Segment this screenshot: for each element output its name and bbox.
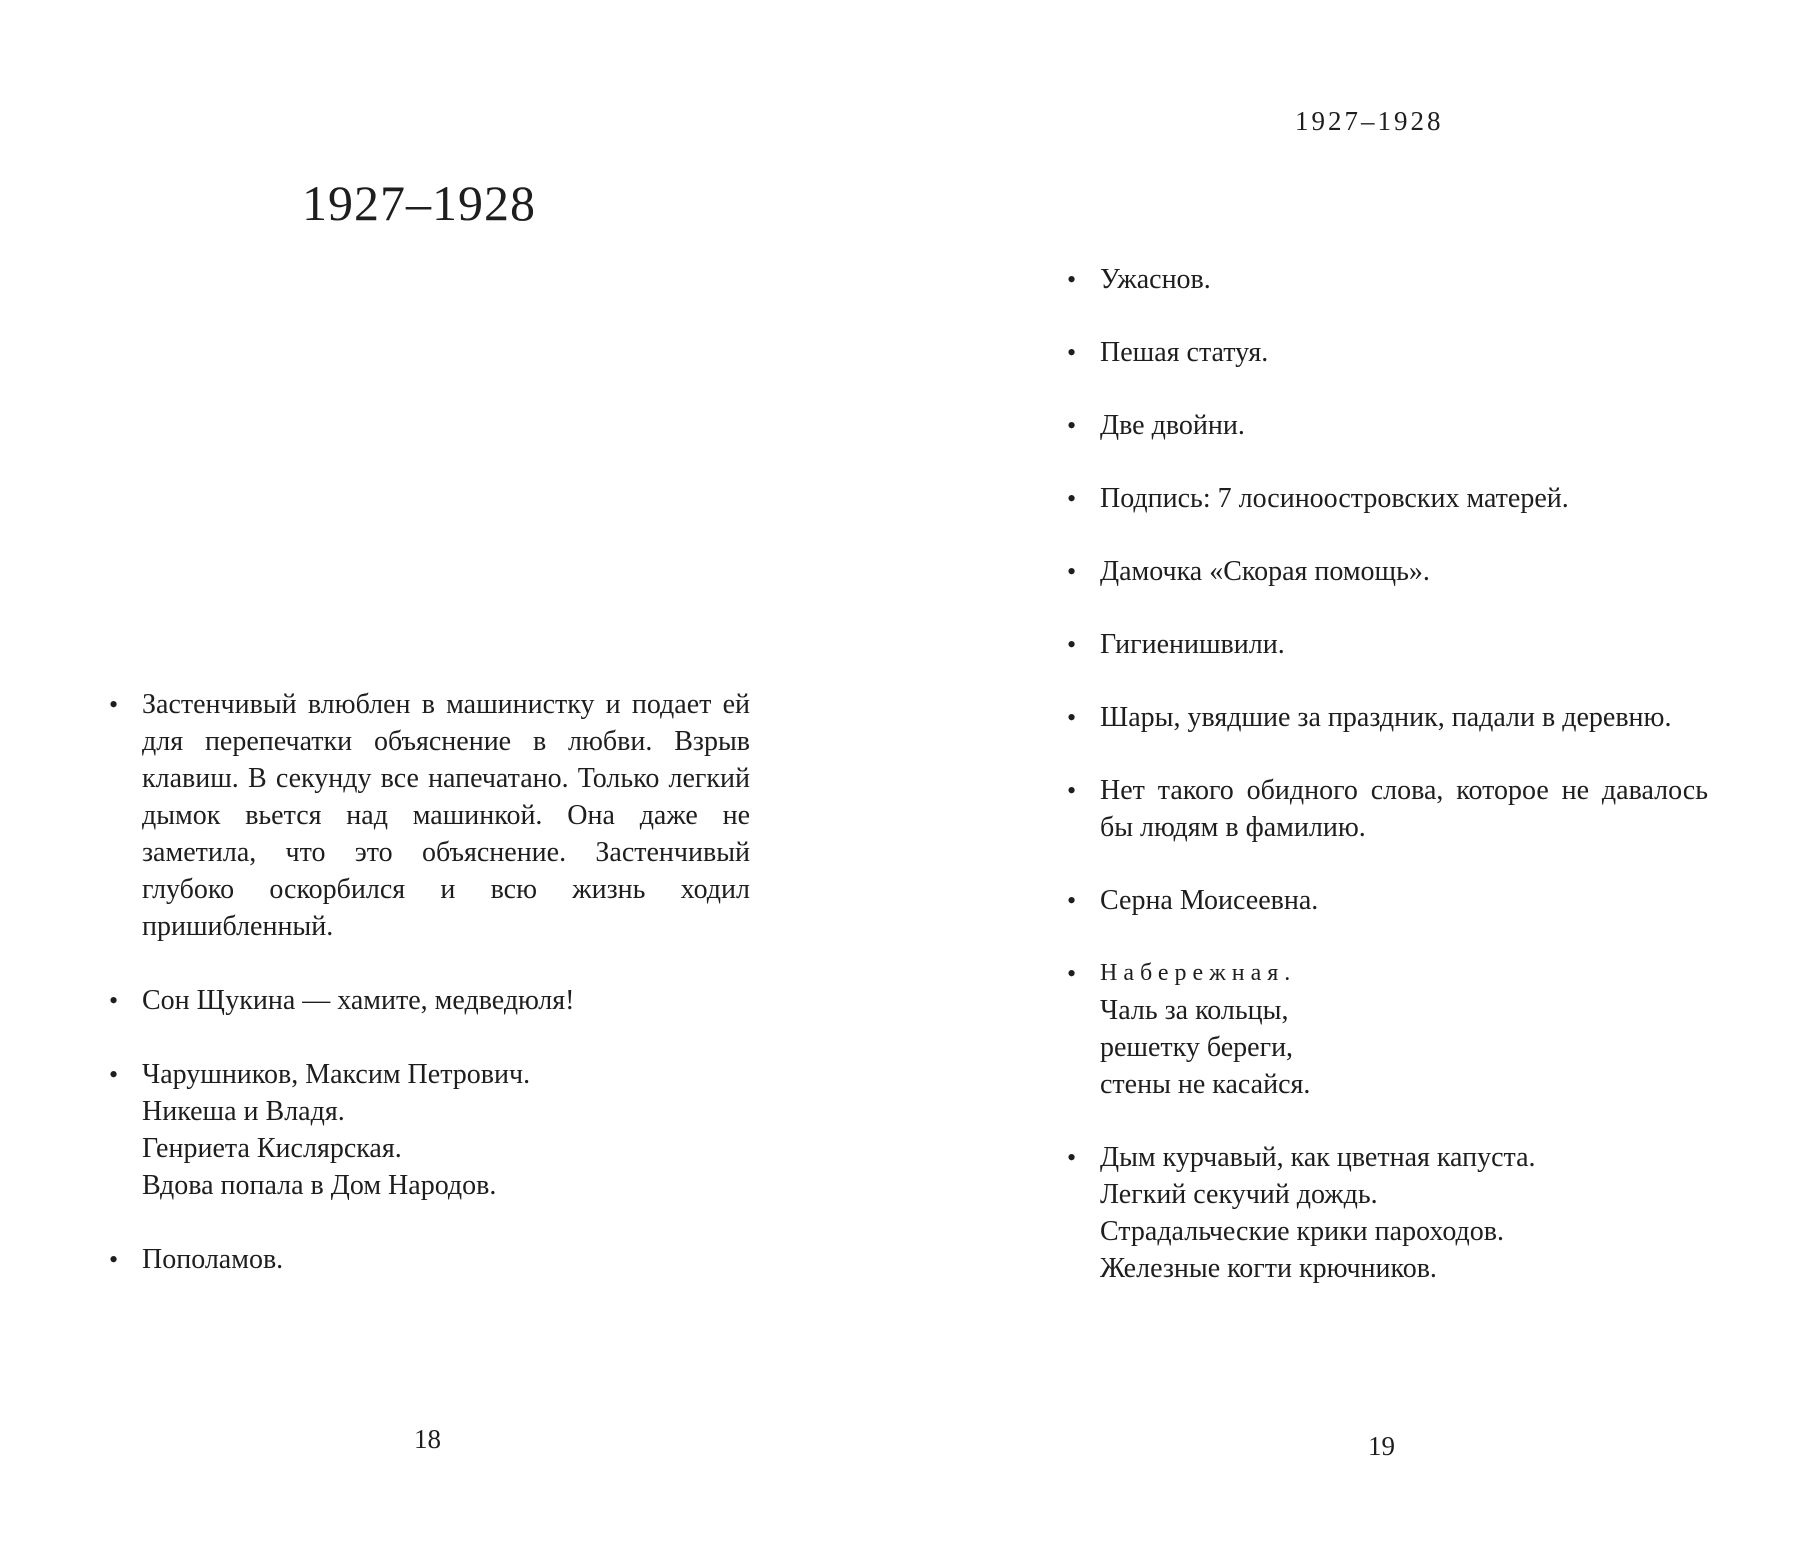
list-item: • Шары, увядшие за праздник, падали в деревню.	[1100, 699, 1708, 736]
entry-line: Генриета Кислярская.	[142, 1133, 402, 1164]
list-item: • Пополамов.	[142, 1241, 750, 1278]
entry-line: Вдова попала в Дом Народов.	[142, 1170, 497, 1201]
entry-line: Легкий секучий дождь.	[1100, 1179, 1378, 1210]
entry-heading: • Набережная.	[1100, 960, 1297, 986]
entry-line: Железные когти крючников.	[1100, 1253, 1437, 1284]
entry-line: • Дым курчавый, как цветная капуста.	[1100, 1142, 1536, 1173]
entry-line: Никеша и Владя.	[142, 1096, 345, 1127]
list-item: • Серна Моисеевна.	[1100, 882, 1708, 919]
list-item: • Нет такого обидного слова, которое не давалось бы людям в фамилию.	[1100, 772, 1708, 846]
entry-line: стены не касайся.	[1100, 1069, 1311, 1100]
list-item: • Гигиенишвили.	[1100, 626, 1708, 663]
list-item	[1100, 955, 1708, 1103]
right-entry-list	[1100, 261, 1708, 1323]
list-item: • Пешая статуя.	[1100, 334, 1708, 371]
list-item	[1100, 1139, 1708, 1287]
running-head: 1927–1928	[1295, 106, 1444, 136]
list-item: • Ужаснов.	[1100, 261, 1708, 298]
chapter-title: 1927–1928	[302, 175, 536, 231]
page-number: 18	[414, 1424, 441, 1454]
list-item: • Дамочка «Скорая помощь».	[1100, 553, 1708, 590]
list-item: • Сон Щукина — хамите, медведюля!	[142, 982, 750, 1019]
list-item: • Застенчивый влюблен в машинистку и подает ей для перепечатки объяснение в любви. Взрыв клавиш. В секунду все напечатано. Только легкий дымок вьется над машинкой. Она даже не заметила, что это объяснение. Застенчивый глубоко оскорбился и всю жизнь ходил пришибленный.	[142, 686, 750, 945]
list-item	[142, 1056, 750, 1204]
list-item: • Подпись: 7 лосиноостровских матерей.	[1100, 480, 1708, 517]
left-entry-list	[142, 686, 750, 1315]
list-item: • Две двойни.	[1100, 407, 1708, 444]
page-number: 19	[1368, 1431, 1395, 1461]
entry-line: Чаль за кольцы,	[1100, 995, 1289, 1026]
entry-line: • Чарушников, Максим Петрович.	[142, 1059, 531, 1090]
entry-line: решетку береги,	[1100, 1032, 1294, 1063]
entry-line: Страдальческие крики пароходов.	[1100, 1216, 1504, 1247]
right-page	[903, 0, 1806, 1568]
